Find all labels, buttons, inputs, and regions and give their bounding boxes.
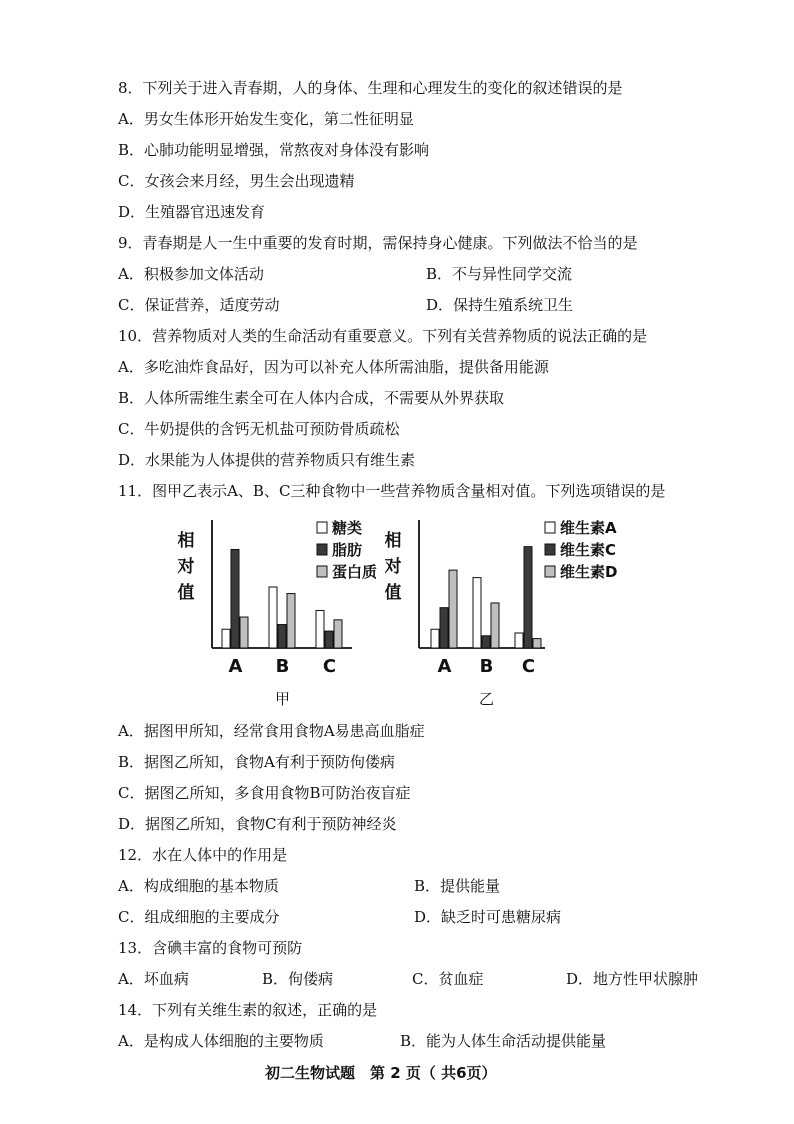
q12-option-d: D．缺乏时可患糖尿病 (414, 908, 562, 926)
x-tick-label: C (521, 656, 536, 677)
q9-stem: 9．青春期是人一生中重要的发育时期，需保持身心健康。下列做法不恰当的是 (118, 234, 638, 252)
legend-label: 维生素A (560, 519, 617, 537)
bar-B-2 (491, 603, 499, 648)
q14-stem: 14．下列有关维生素的叙述，正确的是 (118, 1001, 378, 1019)
q9-option-a: A．积极参加文体活动 (118, 265, 264, 283)
bar-A-0 (431, 629, 439, 648)
q12-option-c: C．组成细胞的主要成分 (118, 908, 280, 926)
bar-A-2 (240, 617, 248, 648)
bar-C-0 (316, 610, 324, 648)
x-tick-label: C (322, 656, 337, 677)
legend-swatch (545, 544, 555, 555)
q14-option-b: B．能为人体生命活动提供能量 (400, 1032, 607, 1050)
q8-option-d: D．生殖器官迅速发育 (118, 203, 266, 221)
y-axis-label-char: 值 (385, 583, 402, 603)
bar-C-0 (515, 633, 523, 648)
q9-option-d: D．保持生殖系统卫生 (426, 296, 574, 314)
legend-swatch (545, 566, 555, 577)
y-axis-label-char: 对 (385, 557, 402, 577)
legend-swatch (545, 522, 555, 533)
x-tick-label: B (275, 656, 290, 677)
bar-A-0 (222, 629, 230, 648)
q12-stem: 12．水在人体中的作用是 (118, 846, 288, 864)
bar-B-1 (278, 625, 286, 648)
q8-option-a: A．男女生体形开始发生变化，第二性征明显 (118, 110, 414, 128)
x-tick-label: A (437, 656, 452, 677)
y-axis-label-char: 值 (177, 583, 195, 603)
q13-option-a: A．坏血病 (118, 970, 189, 988)
q11-option-d: D．据图乙所知，食物C有利于预防神经炎 (118, 815, 397, 833)
q11-option-b: B．据图乙所知，食物A有利于预防佝偻病 (118, 753, 395, 771)
y-axis-label-char: 相 (385, 531, 402, 551)
q12-option-b: B．提供能量 (414, 877, 501, 895)
x-tick-label: B (479, 656, 494, 677)
q12-option-a: A．构成细胞的基本物质 (118, 877, 279, 895)
chart-yi-container (385, 510, 635, 714)
q9-option-c: C．保证营养，适度劳动 (118, 296, 280, 314)
chart-yi (385, 510, 635, 710)
chart-jia (172, 510, 382, 710)
chart-jia-container (172, 510, 382, 714)
bar-B-0 (269, 587, 277, 648)
q10-option-a: A．多吃油炸食品好，因为可以补充人体所需油脂，提供备用能源 (118, 358, 549, 376)
q11-option-a: A．据图甲所知，经常食用食物A易患高血脂症 (118, 722, 425, 740)
legend-swatch (317, 544, 327, 555)
chart-caption: 甲 (274, 690, 291, 708)
q8-option-c: C．女孩会来月经，男生会出现遗精 (118, 172, 355, 190)
bar-B-0 (473, 578, 481, 648)
q11-option-c: C．据图乙所知，多食用食物B可防治夜盲症 (118, 784, 411, 802)
legend-label: 糖类 (332, 519, 363, 537)
legend-swatch (317, 522, 327, 533)
q10-option-d: D．水果能为人体提供的营养物质只有维生素 (118, 451, 416, 469)
y-axis-label-char: 对 (177, 557, 195, 577)
legend-label: 维生素D (560, 563, 618, 581)
q14-option-a: A．是构成人体细胞的主要物质 (118, 1032, 324, 1050)
y-axis-label-char: 相 (177, 531, 195, 551)
legend-swatch (317, 566, 327, 577)
bar-C-1 (325, 631, 333, 648)
q8-option-b: B．心肺功能明显增强，常熬夜对身体没有影响 (118, 141, 430, 159)
q13-stem: 13．含碘丰富的食物可预防 (118, 939, 303, 957)
bar-A-1 (231, 549, 239, 648)
q9-option-b: B．不与异性同学交流 (426, 265, 573, 283)
bar-C-2 (334, 620, 342, 648)
bar-A-2 (449, 570, 457, 648)
bar-B-1 (482, 636, 490, 648)
q10-option-b: B．人体所需维生素全可在人体内合成，不需要从外界获取 (118, 389, 505, 407)
legend-label: 脂肪 (332, 541, 363, 559)
page-footer: 初二生物试题 第 2 页（ 共6页） (265, 1064, 497, 1082)
bar-B-2 (287, 594, 295, 648)
q11-stem: 11．图甲乙表示A、B、C三种食物中一些营养物质含量相对值。下列选项错误的是 (118, 482, 666, 500)
q10-stem: 10．营养物质对人类的生命活动有重要意义。下列有关营养物质的说法正确的是 (118, 327, 648, 345)
chart-caption: 乙 (478, 690, 495, 708)
legend-label: 维生素C (560, 541, 617, 559)
bar-C-1 (524, 547, 532, 648)
q13-option-d: D．地方性甲状腺肿 (566, 970, 699, 988)
q13-option-c: C．贫血症 (412, 970, 484, 988)
bar-A-1 (440, 608, 448, 648)
q8-stem: 8．下列关于进入青春期，人的身体、生理和心理发生的变化的叙述错误的是 (118, 79, 623, 97)
q10-option-c: C．牛奶提供的含钙无机盐可预防骨质疏松 (118, 420, 400, 438)
bar-C-2 (533, 639, 541, 648)
legend-label: 蛋白质 (332, 563, 378, 581)
x-tick-label: A (228, 656, 243, 677)
q13-option-b: B．佝偻病 (262, 970, 334, 988)
